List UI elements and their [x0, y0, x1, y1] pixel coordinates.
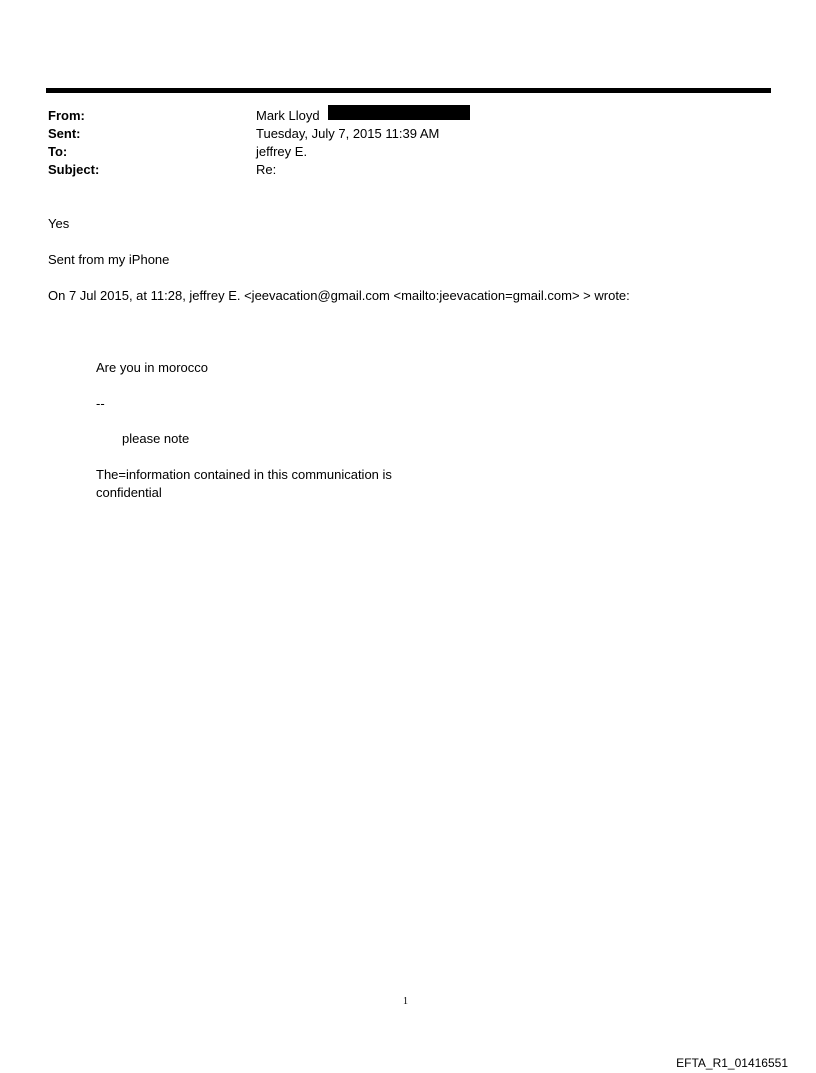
from-label: From: — [48, 108, 85, 123]
page-number: 1 — [403, 996, 408, 1007]
subject-label: Subject: — [48, 162, 100, 177]
quoted-separator: -- — [96, 396, 105, 411]
signature-text: Sent from my iPhone — [48, 252, 170, 267]
to-value: jeffrey E. — [256, 144, 308, 159]
bates-number: EFTA_R1_01416551 — [676, 1056, 788, 1070]
sent-label: Sent: — [48, 126, 81, 141]
quoted-disclaimer-line: The=information contained in this communication is — [96, 467, 392, 482]
quoted-disclaimer — [96, 466, 436, 502]
reply-text: Yes — [48, 216, 70, 231]
redaction-box — [328, 105, 470, 120]
quote-intro-text: On 7 Jul 2015, at 11:28, jeffrey E. <jeevacation@gmail.com <mailto:jeevacation=gmail.com> > wrote: — [48, 288, 630, 303]
subject-value: Re: — [256, 162, 277, 177]
sent-value: Tuesday, July 7, 2015 11:39 AM — [256, 126, 440, 141]
quoted-note: please note — [122, 431, 190, 446]
header-divider — [46, 88, 771, 93]
quoted-question: Are you in morocco — [96, 360, 208, 375]
to-label: To: — [48, 144, 68, 159]
from-value: Mark Lloyd — [256, 108, 320, 123]
quoted-disclaimer-line: confidential — [96, 485, 162, 500]
